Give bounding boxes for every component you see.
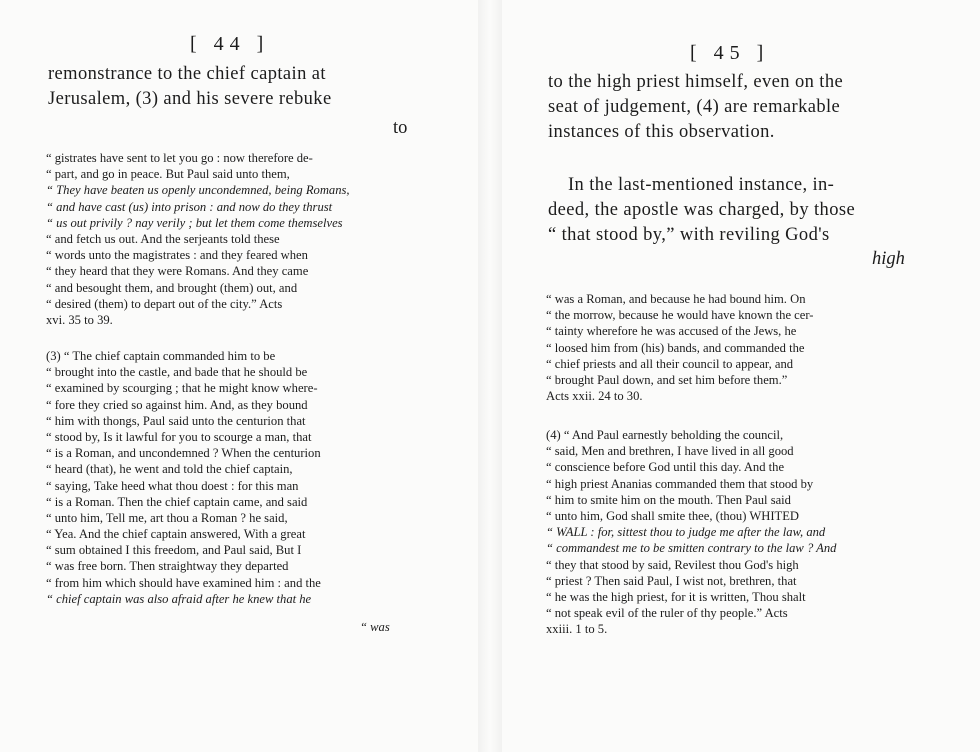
note-line: “ unto him, God shall smite thee, (thou) WHITED xyxy=(546,508,799,523)
note-line: “ chief captain was also afraid after he knew that he xyxy=(46,591,312,606)
note-line: “ words unto the magistrates : and they feared when xyxy=(46,248,308,263)
note-line: “ part, and go in peace. But Paul said unto them, xyxy=(46,167,290,182)
text-line: “ that stood by,” with reviling God's xyxy=(548,225,830,245)
note-line: “ chief priests and all their council to appear, and xyxy=(546,356,794,371)
right-page xyxy=(500,0,980,752)
text-line: Jerusalem, (3) and his severe rebuke xyxy=(48,89,332,109)
note-line: “ not speak evil of the ruler of thy people.” Acts xyxy=(546,606,788,621)
note-line: “ desired (them) to depart out of the city.” Acts xyxy=(46,296,283,311)
note-line: “ high priest Ananias commanded them that stood by xyxy=(546,476,814,491)
note-line: “ he was the high priest, for it is written, Thou shalt xyxy=(546,589,806,604)
note-line: “ from him which should have examined him : and the xyxy=(46,575,321,590)
note-line: “ they that stood by said, Revilest thou God's high xyxy=(546,557,799,572)
note-line: xxiii. 1 to 5. xyxy=(546,622,608,637)
note-line: “ us out privily ? nay verily ; but let them come themselves xyxy=(46,215,343,230)
text-line: seat of judgement, (4) are remarkable xyxy=(548,97,841,117)
note-catchword: “ was xyxy=(360,620,390,634)
note-line: “ examined by scourging ; that he might know where- xyxy=(46,381,318,396)
footnote-4 xyxy=(546,427,836,637)
note-line: “ conscience before God until this day. And the xyxy=(546,460,785,475)
note-line: “ fore they cried so against him. And, as they bound xyxy=(46,397,308,412)
text-line: In the last-mentioned instance, in- xyxy=(568,175,835,195)
note-line: “ is a Roman, and uncondemned ? When the centurion xyxy=(46,446,321,461)
text-line: instances of this observation. xyxy=(548,122,775,142)
text-line: remonstrance to the chief captain at xyxy=(48,64,326,84)
note-line: “ and have cast (us) into prison : and now do they thrust xyxy=(46,199,333,214)
note-line: “ tainty wherefore he was accused of the Jews, he xyxy=(546,324,797,339)
note-line: “ heard (that), he went and told the chief captain, xyxy=(46,462,293,477)
note-line: “ said, Men and brethren, I have lived in all good xyxy=(546,444,794,459)
note-line: “ saying, Take heed what thou doest : for this man xyxy=(46,478,299,493)
page-number-right: [ 45 ] xyxy=(690,42,770,64)
book-gutter xyxy=(478,0,502,752)
note-line: “ was free born. Then straightway they departed xyxy=(46,559,289,574)
text-line: to the high priest himself, even on the xyxy=(548,72,844,92)
note-line: (3) “ The chief captain commanded him to be xyxy=(46,349,276,363)
note-line: “ was a Roman, and because he had bound him. On xyxy=(546,292,806,306)
note-line: “ loosed him from (his) bands, and commanded the xyxy=(546,340,805,355)
right-main-paragraph-2 xyxy=(548,173,855,248)
note-line: “ sum obtained I this freedom, and Paul said, But I xyxy=(46,543,302,558)
page-number-left: [ 44 ] xyxy=(190,33,270,55)
note-line: “ WALL : for, sittest thou to judge me after the law, and xyxy=(546,525,826,540)
note-line: xvi. 35 to 39. xyxy=(46,312,113,327)
footnote-3 xyxy=(46,348,321,607)
note-line: “ is a Roman. Then the chief captain came, and said xyxy=(46,494,308,509)
left-footnote-continued xyxy=(46,150,350,328)
note-line: “ and besought them, and brought (them) out, and xyxy=(46,280,298,295)
note-line: (4) “ And Paul earnestly beholding the council, xyxy=(546,428,784,442)
note-line: “ him to smite him on the mouth. Then Paul said xyxy=(546,492,791,507)
note-line: “ priest ? Then said Paul, I wist not, brethren, that xyxy=(546,573,797,588)
note-line: “ They have beaten us openly uncondemned, being Romans, xyxy=(46,183,350,198)
note-line: “ him with thongs, Paul said unto the centurion that xyxy=(46,413,306,428)
note-line: “ they heard that they were Romans. And they came xyxy=(46,264,309,279)
right-main-text xyxy=(548,70,843,145)
note-line: “ and fetch us out. And the serjeants told these xyxy=(46,231,280,246)
left-main-text xyxy=(48,62,332,112)
left-page xyxy=(0,0,480,752)
note-line: “ the morrow, because he would have known the cer- xyxy=(546,308,814,323)
catchword: to xyxy=(393,118,408,138)
catchword: high xyxy=(872,249,905,269)
text-line: deed, the apostle was charged, by those xyxy=(548,200,856,220)
note-line: “ unto him, Tell me, art thou a Roman ? he said, xyxy=(46,510,288,525)
note-line: “ brought into the castle, and bade that he should be xyxy=(46,365,308,380)
note-line: Acts xxii. 24 to 30. xyxy=(546,389,643,404)
right-footnote-continued xyxy=(546,291,814,404)
note-line: “ gistrates have sent to let you go : now therefore de- xyxy=(46,151,313,165)
note-line: “ stood by, Is it lawful for you to scourge a man, that xyxy=(46,429,312,444)
note-line: “ brought Paul down, and set him before them.” xyxy=(546,372,788,387)
note-line: “ Yea. And the chief captain answered, With a great xyxy=(46,527,306,542)
note-line: “ commandest me to be smitten contrary to the law ? And xyxy=(546,541,837,556)
